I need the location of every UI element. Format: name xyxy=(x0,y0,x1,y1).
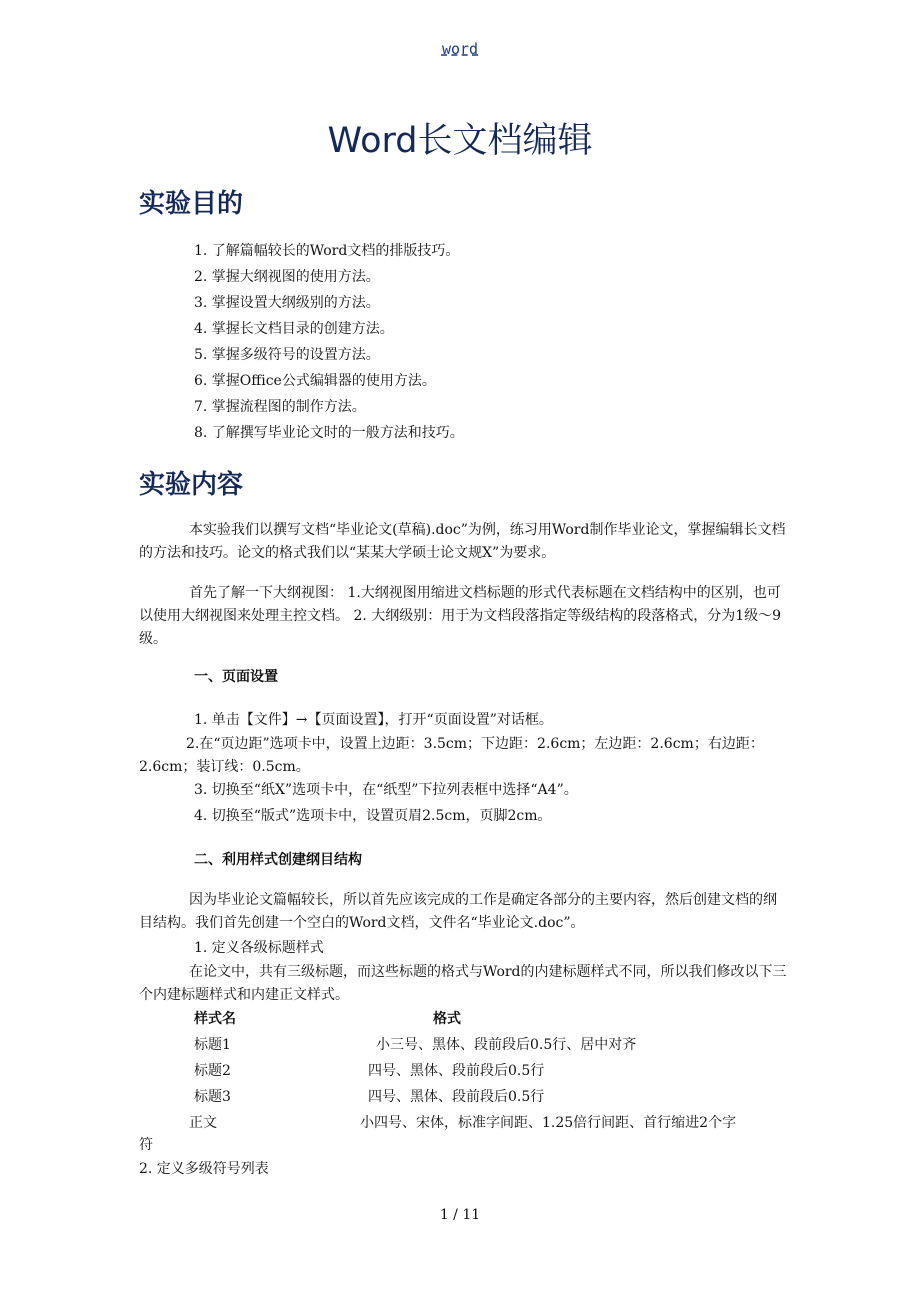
table-cell: 四号、黑体、段前段后0.5行 xyxy=(368,1063,545,1079)
page-number: 1 / 11 xyxy=(439,1207,481,1223)
page-setup-step: 4. 切换至“版式”选项卡中，设置页眉2.5cm，页脚2cm。 xyxy=(194,808,552,824)
table-cell: 标题2 xyxy=(194,1063,231,1079)
page-setup-step: 3. 切换至“纸X”选项卡中，在“纸型”下拉列表框中选择“A4”。 xyxy=(194,782,578,798)
table-cell: 四号、黑体、段前段后0.5行 xyxy=(368,1089,545,1105)
styles-step: 2. 定义多级符号列表 xyxy=(139,1161,269,1177)
document-title: Word长文档编辑 xyxy=(327,121,593,161)
heading-page-setup: 一、页面设置 xyxy=(194,669,278,685)
page-setup-step: 2.在“页边距”选项卡中，设置上边距：3.5cm；下边距：2.6cm；左边距：2.6cm；右边距：2.6cm；装订线：0.5cm。 xyxy=(139,736,764,775)
table-cell-wrap: 符 xyxy=(139,1137,153,1153)
styles-paragraph: 因为毕业论文篇幅较长，所以首先应该完成的工作是确定各部分的主要内容，然后创建文档的纲目结构。我们首先创建一个空白的Word文档，文件名“毕业论文.doc”。 xyxy=(139,892,777,931)
heading-purpose: 实验目的 xyxy=(139,189,244,219)
table-header-name: 样式名 xyxy=(194,1011,236,1027)
table-cell: 小三号、黑体、段前段后0.5行、居中对齐 xyxy=(376,1037,637,1053)
list-item: 6. 掌握Office公式编辑器的使用方法。 xyxy=(194,373,436,389)
heading-styles: 二、利用样式创建纲目结构 xyxy=(194,852,362,868)
styles-paragraph: 在论文中，共有三级标题，而这些标题的格式与Word的内建标题样式不同，所以我们修改以下三个内建标题样式和内建正文样式。 xyxy=(139,964,787,1003)
styles-step: 1. 定义各级标题样式 xyxy=(194,940,324,956)
page-setup-step: 1. 单击【文件】→【页面设置】，打开“页面设置”对话框。 xyxy=(194,712,553,728)
table-cell: 标题3 xyxy=(194,1089,231,1105)
outline-paragraph: 首先了解一下大纲视图： 1.大纲视图用缩进文档标题的形式代表标题在文档结构中的区别，也可以使用大纲视图来处理主控文档。 2. 大纲级别：用于为文档段落指定等级结构的段落格式，分为1级～9级。 xyxy=(139,585,782,647)
table-cell: 正文 xyxy=(189,1115,217,1131)
list-item: 8. 了解撰写毕业论文时的一般方法和技巧。 xyxy=(194,425,464,441)
list-item: 7. 掌握流程图的制作方法。 xyxy=(194,399,366,415)
table-cell: 标题1 xyxy=(194,1037,231,1053)
table-cell: 小四号、宋体，标准字间距、1.25倍行间距、首行缩进2个字 xyxy=(360,1115,737,1131)
header-word-link[interactable]: word xyxy=(441,40,479,58)
list-item: 1. 了解篇幅较长的Word文档的排版技巧。 xyxy=(194,243,460,259)
list-item: 5. 掌握多级符号的设置方法。 xyxy=(194,347,380,363)
intro-paragraph: 本实验我们以撰写文档“毕业论文(草稿).doc”为例，练习用Word制作毕业论文，掌握编辑长文档的方法和技巧。论文的格式我们以“某某大学硕士论文规X”为要求。 xyxy=(139,522,786,561)
list-item: 2. 掌握大纲视图的使用方法。 xyxy=(194,269,380,285)
list-item: 4. 掌握长文档目录的创建方法。 xyxy=(194,321,394,337)
list-item: 3. 掌握设置大纲级别的方法。 xyxy=(194,295,380,311)
heading-content: 实验内容 xyxy=(139,470,244,500)
table-header-format: 格式 xyxy=(433,1011,461,1027)
